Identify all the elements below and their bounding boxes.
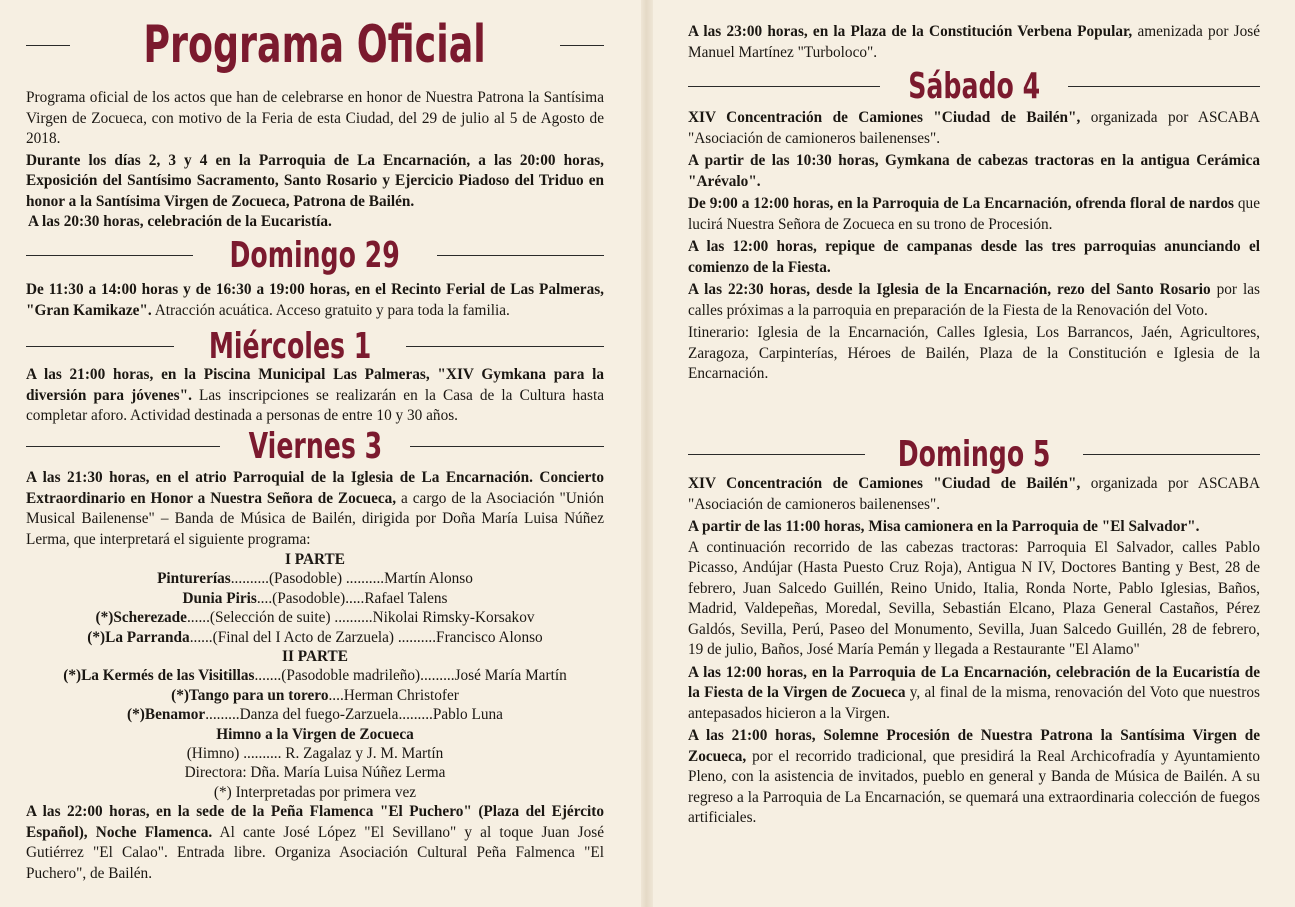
viernes3-rest: a cargo de la Asociación "Unión Musical Bailenense" – Banda de Música de Bailén, dirigida por Doña María Luisa Núñez Lerma, que interpretará el siguiente programa: <box>26 489 604 548</box>
domingo29-heading-row <box>26 234 604 276</box>
domingo-camiones-bold: XIV Concentración de Camiones "Ciudad de Bailén", <box>688 475 1081 492</box>
rule-right <box>1083 454 1260 455</box>
domingo5-heading: Domingo 5 <box>897 433 1051 475</box>
rule-left <box>26 255 193 256</box>
program-item <box>26 686 604 705</box>
miercoles1-heading: Miércoles 1 <box>209 325 372 367</box>
sabado4-heading: Sábado 4 <box>908 65 1040 107</box>
ofrenda-bold: De 9:00 a 12:00 horas, en la Parroquia de La Encarnación, ofrenda floral de nardos <box>688 195 1234 212</box>
domingo5-block <box>688 474 1260 829</box>
flamenca-bold: A las 22:00 horas, en la sede de la Peña Flamenca "El Puchero" (Plaza del Ejército Español), Noche Flamenca. <box>26 803 604 841</box>
program-item <box>26 666 604 685</box>
rule-right <box>1068 86 1260 87</box>
piece-detail: ....Herman Christofer <box>328 686 459 704</box>
intro-block <box>26 88 604 233</box>
program-item <box>26 569 604 588</box>
piece-title: (*)La Kermés de las Visitillas <box>63 667 255 685</box>
rule-right <box>406 346 604 347</box>
program-item <box>26 628 604 647</box>
piece-title: (*)Scherezade <box>95 609 187 627</box>
rule-right <box>410 446 604 447</box>
intro-text: Programa oficial de los actos que han de celebrarse en honor de Nuestra Patrona la Santísima Virgen de Zocueca, con motivo de la Feria de esta Ciudad, del 29 de julio al 5 de Agosto de 2018. <box>26 89 604 147</box>
eucaristia-text: A las 20:30 horas, celebración de la Eucaristía. <box>28 213 332 230</box>
triduo-text: Durante los días 2, 3 y 4 en la Parroquia de La Encarnación, a las 20:00 horas, Exposición del Santísimo Sacramento, Santo Rosario y Ejercicio Piadoso del Triduo en honor a la Santísima Virgen de Zocueca, Patrona de Bailén. <box>26 151 604 210</box>
miercoles1-block <box>26 365 604 427</box>
piece-detail: ..........(Pasodoble) ..........Martín Alonso <box>230 570 473 588</box>
piece-title: Pinturerías <box>157 570 231 588</box>
viernes3-heading-row <box>26 425 604 467</box>
miercoles1-bold: A las 21:00 horas, en la Piscina Municipal Las Palmeras, "XIV Gymkana para la diversión para jóvenes". <box>26 366 604 404</box>
page-title: Programa Oficial <box>143 15 487 75</box>
recorrido-text: A continuación recorrido de las cabezas tractoras: Parroquia El Salvador, calles Pablo Picasso, Andújar (Hasta Puesto Cruz Roja), Antigua N IV, Doctores Banting y Best, 28 de febrero, Juan Salcedo Guillén, Reino Unido, Italia, Ronda Norte, Pablo Iglesias, Baños, Madrid, Valdepeñas, Moredal, Sevilla, Sebastián Elcano, Plaza General Castaños, Pérez Galdós, Sevilla, Perú, Paseo del Monumento, Sevilla, Juan Salcedo Guillén, 28 de febrero, 19 de julio, Baños, José María Pemán y llegada a Restaurante "El Alamo" <box>688 538 1260 658</box>
piece-title: Dunia Piris <box>182 589 257 607</box>
program-item <box>26 589 604 608</box>
verbena-block <box>688 22 1260 63</box>
domingo5-heading-row <box>688 432 1260 476</box>
flamenca-rest: Al cante José López "El Sevillano" y al toque Juan José Gutiérrez "El Calao". Entrada libre. Organiza Asociación Cultural Peña Falmenca "El Puchero", de Bailén. <box>26 823 604 882</box>
himno-line: (Himno) .......... R. Zagalaz y J. M. Martín <box>186 745 444 763</box>
rule-left <box>688 454 865 455</box>
sabado-camiones-rest: organizada por ASCABA "Asociación de camioneros bailenenses". <box>688 109 1260 147</box>
rosario-bold: A las 22:30 horas, desde la Iglesia de la Encarnación, rezo del Santo Rosario <box>688 281 1211 298</box>
premiere-note: (*) Interpretadas por primera vez <box>213 783 417 801</box>
rule-left <box>26 346 174 347</box>
sabado4-block <box>688 108 1260 385</box>
piece-detail: ....(Pasodoble).....Rafael Talens <box>256 589 448 607</box>
himno-title: Himno a la Virgen de Zocueca <box>216 725 414 743</box>
page-fold <box>641 0 653 907</box>
parte2-heading: II PARTE <box>282 648 348 666</box>
rule-left <box>688 86 880 87</box>
verbena-bold: A las 23:00 horas, en la Plaza de la Constitución Verbena Popular, <box>688 23 1133 40</box>
title-rule-right <box>560 45 604 46</box>
viernes3-block <box>26 468 604 884</box>
piece-detail: ......(Selección de suite) ..........Nikolai Rimsky-Korsakov <box>186 609 535 627</box>
procesion-rest: por el recorrido tradicional, que presidirá la Real Archicofradía y Ayuntamiento Pleno, con la asistencia de invitados, pueblo en general y Banda de Música de Bailén. A su regreso a la Parroquia de La Encarnación, se quemará una extraordinaria colección de fuegos artificiales. <box>688 747 1260 826</box>
title-row <box>26 14 604 76</box>
domingo29-block <box>26 280 604 321</box>
procesion-bold: A las 21:00 horas, Solemne Procesión de Nuestra Patrona la Santísima Virgen de Zocueca, <box>688 727 1260 765</box>
domingo29-heading: Domingo 29 <box>229 234 401 276</box>
piece-detail: .........Danza del fuego-Zarzuela.........Pablo Luna <box>205 706 503 724</box>
eucaristia5-rest: y, al final de la misma, renovación del Voto que nuestros antepasados hicieron a la Virgen. <box>688 684 1260 722</box>
piece-title: (*)Tango para un torero <box>171 686 329 704</box>
parte1-heading: I PARTE <box>285 551 345 568</box>
sabado4-heading-row <box>688 64 1260 108</box>
itinerario-text: Itinerario: Iglesia de la Encarnación, Calles Iglesia, Los Barrancos, Jaén, Agricultores, Zaragoza, Carpinterías, Héroes de Bailén, Plaza de la Constitución e Iglesia de la Encarnación. <box>688 324 1260 382</box>
miercoles1-heading-row <box>26 326 604 366</box>
viernes3-bold: A las 21:30 horas, en el atrio Parroquial de la Iglesia de La Encarnación. Concierto Extraordinario en Honor a Nuestra Señora de Zocueca, <box>26 469 604 507</box>
verbena-rest: amenizada por José Manuel Martínez "Turboloco". <box>688 23 1260 61</box>
directora-line: Directora: Dña. María Luisa Núñez Lerma <box>184 764 446 782</box>
piece-detail: ......(Final del I Acto de Zarzuela) ..........Francisco Alonso <box>189 628 543 646</box>
title-rule-left <box>26 45 70 46</box>
rule-right <box>437 255 604 256</box>
ofrenda-rest: que lucirá Nuestra Señora de Zocueca en su trono de Procesión. <box>688 195 1260 233</box>
rule-left <box>26 446 220 447</box>
piece-title: (*)Benamor <box>127 706 206 724</box>
eucaristia5-bold: A las 12:00 horas, en la Parroquia de La Encarnación, celebración de la Eucaristía de la Fiesta de la Virgen de Zocueca <box>688 663 1260 701</box>
misa-text: A partir de las 11:00 horas, Misa camionera en la Parroquia de "El Salvador". <box>688 518 1200 535</box>
sabado-camiones-bold: XIV Concentración de Camiones "Ciudad de Bailén", <box>688 109 1081 126</box>
viernes3-heading: Viernes 3 <box>248 425 382 467</box>
miercoles1-rest: Las inscripciones se realizarán en la Casa de la Cultura hasta completar aforo. Actividad destinada a personas de entre 10 y 30 años. <box>26 386 604 424</box>
piece-title: (*)La Parranda <box>87 628 190 646</box>
domingo29-bold: De 11:30 a 14:00 horas y de 16:30 a 19:00 horas, en el Recinto Ferial de Las Palmeras, "Gran Kamikaze". <box>26 281 604 319</box>
concert-program <box>26 550 604 802</box>
repique-text: A las 12:00 horas, repique de campanas desde las tres parroquias anunciando el comienzo de la Fiesta. <box>688 238 1260 276</box>
rosario-rest: por las calles próximas a la parroquia en preparación de la Fiesta de la Renovación del Voto. <box>688 281 1260 319</box>
program-item <box>26 705 604 724</box>
domingo-camiones-rest: organizada por ASCABA "Asociación de camioneros bailenenses". <box>688 475 1260 513</box>
gymkana-text: A partir de las 10:30 horas, Gymkana de cabezas tractoras en la antigua Cerámica "Arévalo". <box>688 152 1260 190</box>
program-item <box>26 608 604 627</box>
domingo29-rest: Atracción acuática. Acceso gratuito y para toda la familia. <box>151 301 510 319</box>
piece-detail: .......(Pasodoble madrileño).........José María Martín <box>254 667 567 685</box>
